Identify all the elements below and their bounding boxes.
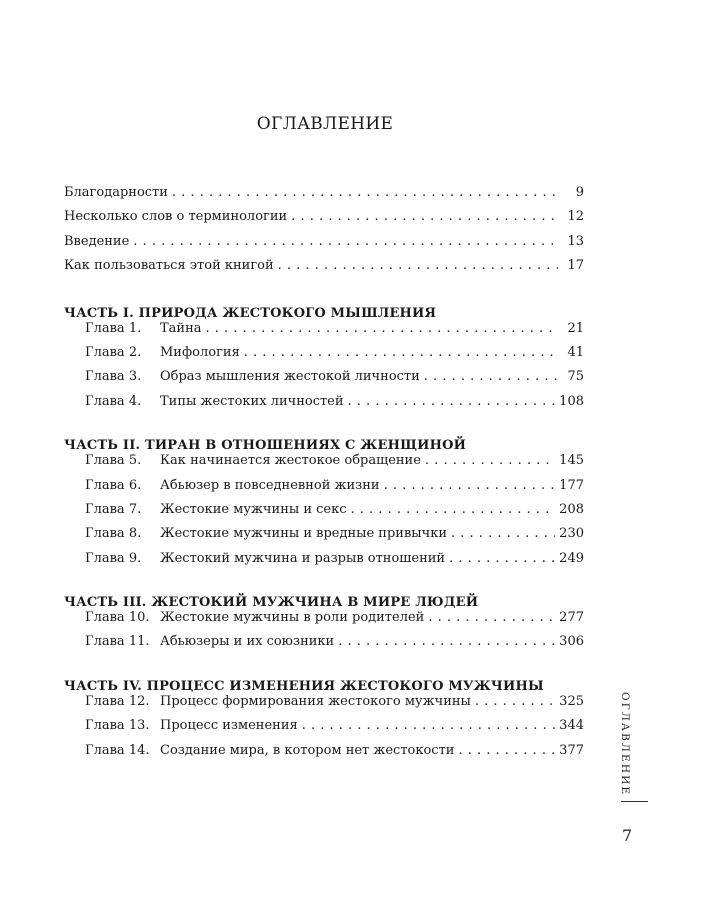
entry-page: 325 bbox=[559, 693, 584, 709]
entry-title: Образ мышления жестокой личности bbox=[160, 369, 420, 385]
entry-title: Абьюзеры и их союзники bbox=[160, 634, 335, 650]
entry-page: 230 bbox=[559, 526, 584, 542]
entry-title: Процесс формирования жестокого мужчины bbox=[160, 693, 471, 709]
dot-leader bbox=[206, 321, 558, 336]
dot-leader bbox=[244, 345, 558, 360]
entry-page: 249 bbox=[559, 550, 584, 566]
toc-entry[interactable] bbox=[64, 694, 584, 718]
toc-entry[interactable] bbox=[64, 610, 584, 634]
entry-title: Несколько слов о терминологии bbox=[64, 209, 288, 225]
entry-page: 177 bbox=[559, 477, 584, 493]
entry-title: Благодарности bbox=[64, 185, 168, 200]
page-number: 7 bbox=[622, 826, 633, 845]
toc-entry[interactable] bbox=[64, 743, 584, 767]
chapter-number: Глава 14. bbox=[85, 742, 150, 758]
entry-page: 306 bbox=[559, 634, 584, 650]
entry-page: 377 bbox=[559, 742, 584, 758]
toc-entry[interactable] bbox=[64, 258, 584, 282]
entry-page: 108 bbox=[559, 393, 584, 409]
dot-leader bbox=[172, 185, 558, 200]
dot-leader bbox=[475, 694, 555, 709]
divider bbox=[621, 801, 648, 802]
toc-entry[interactable] bbox=[64, 634, 584, 658]
entry-page: 75 bbox=[567, 369, 584, 385]
dot-leader bbox=[384, 478, 556, 493]
dot-leader bbox=[428, 610, 555, 625]
toc-entry[interactable] bbox=[64, 321, 584, 345]
entry-title: Введение bbox=[64, 233, 130, 249]
entry-page: 13 bbox=[567, 233, 584, 249]
dot-leader bbox=[449, 551, 555, 566]
entry-title: Как начинается жестокое обращение bbox=[160, 453, 421, 469]
entry-title: Жестокие мужчины в роли родителей bbox=[160, 610, 425, 626]
part-heading[interactable]: ЧАСТЬ II. ТИРАН В ОТНОШЕНИЯХ С ЖЕНЩИНОЙ bbox=[64, 438, 467, 454]
dot-leader bbox=[451, 526, 555, 541]
dot-leader bbox=[278, 258, 558, 273]
toc-entry[interactable] bbox=[64, 453, 584, 477]
chapter-number: Глава 13. bbox=[85, 718, 150, 734]
chapter-number: Глава 12. bbox=[85, 693, 150, 709]
dot-leader bbox=[302, 718, 555, 733]
toc-entry[interactable] bbox=[64, 718, 584, 742]
dot-leader bbox=[424, 369, 558, 384]
chapter-number: Глава 6. bbox=[85, 477, 142, 493]
dot-leader bbox=[425, 453, 555, 468]
chapter-number: Глава 7. bbox=[85, 501, 142, 517]
chapter-number: Глава 4. bbox=[85, 393, 142, 409]
entry-title: Процесс изменения bbox=[160, 718, 298, 734]
dot-leader bbox=[348, 394, 556, 409]
chapter-number: Глава 8. bbox=[85, 526, 142, 542]
toc-entry[interactable] bbox=[64, 502, 584, 526]
entry-title: Типы жестоких личностей bbox=[160, 393, 344, 409]
toc-entry[interactable] bbox=[64, 185, 584, 209]
chapter-number: Глава 5. bbox=[85, 453, 142, 469]
toc-entry[interactable] bbox=[64, 209, 584, 233]
entry-page: 277 bbox=[559, 610, 584, 626]
entry-page: 9 bbox=[575, 185, 584, 200]
chapter-number: Глава 2. bbox=[85, 344, 142, 360]
toc-entry[interactable] bbox=[64, 551, 584, 575]
table-of-contents bbox=[64, 185, 584, 767]
dot-leader bbox=[351, 502, 556, 517]
toc-entry[interactable] bbox=[64, 345, 584, 369]
entry-page: 12 bbox=[567, 209, 584, 225]
entry-title: Жестокий мужчина и разрыв отношений bbox=[160, 550, 446, 566]
entry-page: 145 bbox=[559, 453, 584, 469]
chapter-number: Глава 9. bbox=[85, 550, 142, 566]
chapter-number: Глава 10. bbox=[85, 610, 150, 626]
running-head: ОГЛАВЛЕНИЕ bbox=[619, 692, 631, 797]
part-heading[interactable]: ЧАСТЬ III. ЖЕСТОКИЙ МУЖЧИНА В МИРЕ ЛЮДЕЙ bbox=[64, 595, 479, 611]
entry-page: 17 bbox=[567, 258, 584, 274]
dot-leader bbox=[133, 234, 558, 249]
part-heading[interactable]: ЧАСТЬ I. ПРИРОДА ЖЕСТОКОГО МЫШЛЕНИЯ bbox=[64, 305, 437, 321]
entry-title: Жестокие мужчины и вредные привычки bbox=[160, 526, 448, 542]
entry-title: Тайна bbox=[160, 320, 202, 336]
chapter-number: Глава 1. bbox=[85, 320, 142, 336]
page-title: ОГЛАВЛЕНИЕ bbox=[256, 114, 394, 134]
entry-page: 21 bbox=[567, 320, 584, 336]
dot-leader bbox=[338, 634, 555, 649]
part-heading[interactable]: ЧАСТЬ IV. ПРОЦЕСС ИЗМЕНЕНИЯ ЖЕСТОКОГО МУЖЧИНЫ bbox=[64, 678, 544, 694]
entry-page: 344 bbox=[559, 718, 584, 734]
entry-title: Создание мира, в котором нет жестокости bbox=[160, 742, 455, 758]
entry-title: Абьюзер в повседневной жизни bbox=[160, 477, 380, 493]
dot-leader bbox=[291, 209, 558, 224]
dot-leader bbox=[458, 743, 555, 758]
toc-entry[interactable] bbox=[64, 394, 584, 418]
chapter-number: Глава 11. bbox=[85, 634, 150, 650]
toc-entry[interactable] bbox=[64, 234, 584, 258]
toc-entry[interactable] bbox=[64, 369, 584, 393]
entry-title: Жестокие мужчины и секс bbox=[160, 501, 347, 517]
entry-page: 41 bbox=[567, 344, 584, 360]
toc-entry[interactable] bbox=[64, 478, 584, 502]
chapter-number: Глава 3. bbox=[85, 369, 142, 385]
entry-title: Как пользоваться этой книгой bbox=[64, 258, 274, 274]
toc-entry[interactable] bbox=[64, 526, 584, 550]
entry-title: Мифология bbox=[160, 344, 240, 360]
entry-page: 208 bbox=[559, 501, 584, 517]
